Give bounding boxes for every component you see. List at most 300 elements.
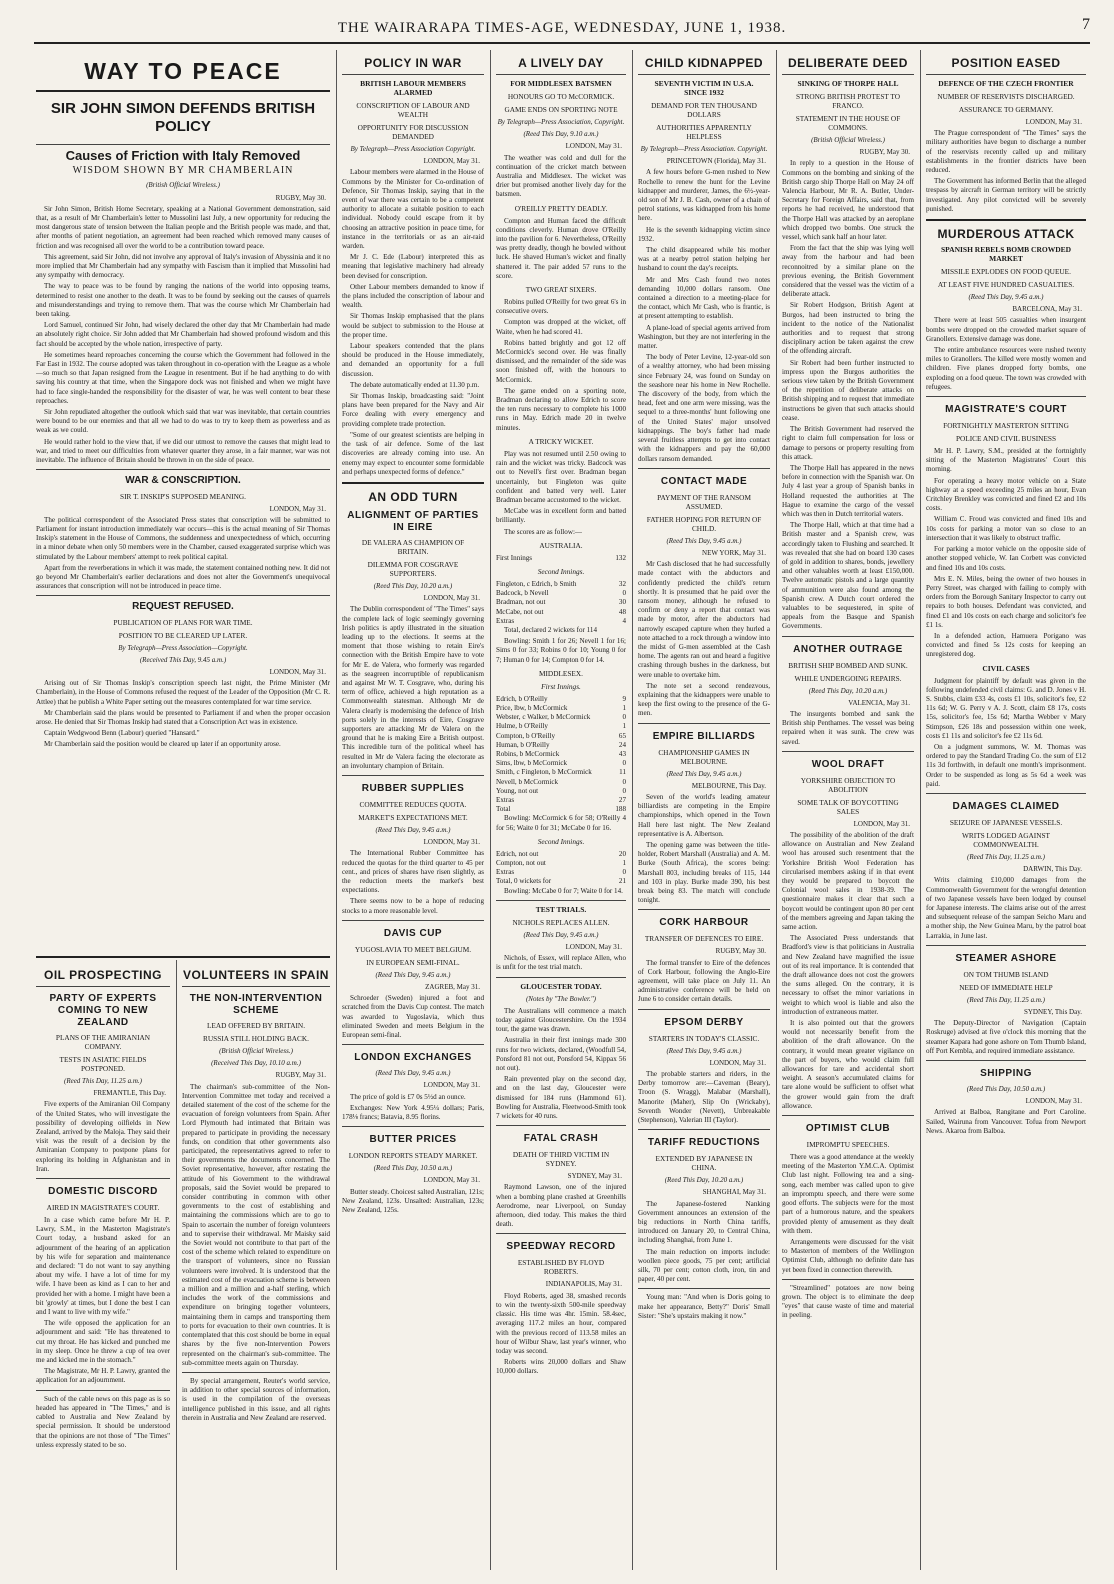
dateline: (Reed This Day, 10.50 a.m.) xyxy=(373,1164,453,1173)
score-row xyxy=(496,768,626,777)
paragraph: The probable starters and riders, in the Derby tomorrow are:—Caveman (Beary), Troon (S. Wragg), Malabar (Marshall), Manorite (Maher), Slip On (Wrickaby), Seventh Wonder (Nevett), Unbreakable (Stephenson), Valerian III (Taylor). xyxy=(638,1070,770,1125)
dateline: (Reed This Day, 9.45 a.m.) xyxy=(375,970,451,979)
paragraph: Writs claiming £10,000 damages from the Commonwealth Government for the wrongful detention of two Japanese vessels have been lodged by counsel for Japanese interests. The claims arise out of the arrest and subsequent release of the sampan Seicho Maru and a mother ship, the New Guinea Maru, by the patrol boat Larrakia, in June last. xyxy=(926,876,1086,940)
runs: 27 xyxy=(618,795,626,804)
batsman: Extras xyxy=(496,616,515,625)
dateline-place: LONDON, May 31. xyxy=(565,142,622,151)
dateline-place: RUGBY, May 30. xyxy=(859,148,910,157)
paragraph: Other Labour members demanded to know if the plans included the conscription of labour and wealth. xyxy=(342,282,484,310)
dateline: (Reed This Day, 11.25 a.m.) xyxy=(63,1077,143,1085)
dateline-place: LONDON, May 31. xyxy=(269,667,326,676)
section-head: SHIPPING xyxy=(980,1068,1032,1080)
dateline: (Reed This Day, 9.45 a.m.) xyxy=(666,769,742,778)
paragraph: The International Rubber Committee has reduced the quotas for the third quarter to 45 per cent., and prices of shares have risen slightly, as the reduction meets the market's best expectations. xyxy=(342,849,484,895)
deck: SEVENTH VICTIM IN U.S.A. SINCE 1932 xyxy=(654,79,754,97)
crosshead: A TRICKY WICKET. xyxy=(528,436,594,446)
runs: 0 xyxy=(622,868,626,877)
deck: AT LEAST FIVE HUNDRED CASUALTIES. xyxy=(937,280,1075,290)
total-label: Total, 0 wickets for xyxy=(496,877,552,886)
dateline-place: LONDON, May 31. xyxy=(423,594,480,603)
dateline: (Received This Day, 10.10 a.m.) xyxy=(211,1059,301,1068)
score-row xyxy=(496,868,626,877)
paragraph: It is also pointed out that the growers would not necessarily benefit from the abolition of the draft allowance. On the contrary, it would mean greater vigilance on the part of buyers, who would claim full allowances for tare and accidental short weight. A season's accumulated claims for tare alone would be sufficient to offset what the grower would gain from the draft allowance. xyxy=(782,1019,914,1110)
paragraph: Sir John repudiated altogether the outlook which said that war was inevitable, that certain countries were bound to be our enemies and that all we had to do was to try to keep them as powerless and as weak as we could. xyxy=(36,408,330,435)
crosshead: CIVIL CASES xyxy=(982,663,1030,673)
batsman: Nevell, b McCormick xyxy=(496,777,559,786)
score-row xyxy=(496,695,626,704)
deck: FATHER HOPING FOR RETURN OF CHILD. xyxy=(646,514,762,533)
editorial-note: Such of the cable news on this page as is so headed has appeared in "The Times," and is cabled to Australia and New Zealand by special permission. It should be understood that the opinions are not those of "The Times" unless expressly stated to be so. xyxy=(36,1394,170,1449)
paragraph: Compton and Human faced the difficult conditions cleverly. Human drove O'Reilly into the pavilion for 6. Nevertheless, O'Reilly was pretty deadly, though he bowled without luck. He shaved Human's wicket and finally shattered it. The pair added 57 runs to the score. xyxy=(496,216,626,280)
subheadline: ALIGNMENT OF PARTIES IN EIRE xyxy=(347,509,479,533)
paragraph: Arrived at Balboa, Rangitane and Port Caroline. Sailed, Wairuna from Vancouver. Tofua from Newport News. Akaroa from Balboa. xyxy=(926,1108,1086,1135)
batsman: Edrich, b O'Reilly xyxy=(496,694,548,703)
paragraph: The Japanese-fostered Nanking Government announces an extension of the big reductions in North China tariffs, introduced on January 20, to Central China, including Shanghai, from June 1. xyxy=(638,1199,770,1245)
filler-paragraph: "Streamlined" potatoes are now being grown. The object is to eliminate the deep "eyes" that cause waste of time and material in peeling. xyxy=(782,1283,914,1320)
dateline-place: LONDON, May 31. xyxy=(269,504,326,513)
paragraph: Mr J. C. Ede (Labour) interpreted this as meaning that legislative machinery had already been devised for conscription. xyxy=(342,253,484,280)
runs: 0 xyxy=(622,713,626,722)
scorecard-middlesex-2 xyxy=(496,850,626,878)
dateline: (Received This Day, 9.45 a.m.) xyxy=(139,655,227,664)
subheadline: SIR JOHN SIMON DEFENDS BRITISH POLICY xyxy=(50,100,316,135)
deck: STRONG BRITISH PROTEST TO FRANCO. xyxy=(796,92,900,110)
runs: 4 xyxy=(622,616,626,625)
section-head: OPTIMIST CLUB xyxy=(805,1123,891,1135)
runs: 9 xyxy=(622,694,626,703)
dateline-place: PRINCETOWN (Florida), May 31. xyxy=(666,157,766,166)
section-head: EMPIRE BILLIARDS xyxy=(652,730,756,742)
deck: NUMBER OF RESERVISTS DISCHARGED. xyxy=(937,92,1075,101)
deck: WHILE UNDERGOING REPAIRS. xyxy=(794,673,902,683)
deck: TESTS IN ASIATIC FIELDS POSTPONED. xyxy=(59,1055,147,1073)
bowling-figures: Bowling: McCabe 0 for 7; Waite 0 for 14. xyxy=(504,886,623,895)
paragraph: Robins pulled O'Reilly for two great 6's in consecutive overs. xyxy=(496,298,626,316)
subheadline: PARTY OF EXPERTS COMING TO NEW ZEALAND xyxy=(49,993,157,1028)
batsman: Smith, c Fingleton, b McCormick xyxy=(496,768,592,777)
deck: NICHOLS REPLACES ALLEN. xyxy=(512,917,610,927)
batsman: McCabe, not out xyxy=(496,607,544,616)
column-3 xyxy=(496,50,626,1570)
column-rule xyxy=(490,50,491,1570)
page-number: 7 xyxy=(1082,16,1090,33)
paragraph: Captain Wedgwood Benn (Labour) queried "Hansard." xyxy=(44,729,200,738)
paragraph: For operating a heavy motor vehicle on a State highway at a speed exceeding 25 miles an hour, Evan Critchley Brenkley was convicted and fined £2 and 10s costs. xyxy=(926,476,1086,513)
paragraph: Exchanges: New York 4.95¼ dollars; Paris, 178⅛ francs; Batavia, 8.95 florins. xyxy=(342,1103,484,1122)
deck: TRANSFER OF DEFENCES TO EIRE. xyxy=(644,934,764,944)
dateline: By Telegraph—Press Association. Copyright. xyxy=(640,145,768,153)
paragraph: The wife opposed the application for an adjournment and said: "He has threatened to cut my throat. He has kicked and punched me in my sleep. Once he threw a cup of tea over me and kicked me in the stomach." xyxy=(36,1319,170,1365)
dateline: (Reed This Day, 9.10 a.m.) xyxy=(523,130,599,139)
score-row xyxy=(496,580,626,589)
dateline-place: SHANGHAI, May 31. xyxy=(702,1188,766,1197)
paragraph: The main reduction on imports include: woollen piece goods, 75 per cent; artificial silk, 70 per cent; cotton cloth, iron, tin and paper, 40 per cent. xyxy=(638,1247,770,1284)
section-head: EPSOM DERBY xyxy=(664,1016,744,1028)
runs: 0 xyxy=(622,759,626,768)
section-head: CORK HARBOUR xyxy=(659,917,749,929)
dateline-place: LONDON, May 31. xyxy=(1025,1097,1082,1106)
section-head: A LIVELY DAY xyxy=(518,56,604,70)
dateline-place: NEW YORK, May 31. xyxy=(702,548,766,557)
paragraph: From the fact that the ship was lying well away from the harbour and had been reconnoitred by a similar plane on the previous evening, the British Government considered that the vessel was the victim of a deliberate attack. xyxy=(782,244,914,299)
batsman: Hulme, b O'Reilly xyxy=(496,722,548,731)
score-total: Total, declared 2 wickets for 114 xyxy=(504,625,598,634)
paragraph: Five experts of the Amiranian Oil Company of the United States, who will investigate the possibility of developing oilfields in New Zealand, arrived by the Maloja. They said their visit was the result of a decision by the Amiranian Company to postpone plans for exploring its holding in Afghanistan and in Iran. xyxy=(36,1100,170,1173)
paragraph: Arrangements were discussed for the visit to Masterton of members of the Wellington Optimist Club, although no definite date has yet been fixed in connection therewith. xyxy=(782,1237,914,1274)
dateline: (British Official Wireless.) xyxy=(146,181,220,190)
paragraph: Mr Chamberlain said the position would be cleared up later if an opportunity arose. xyxy=(44,740,281,749)
filler-joke: Young man: "And when is Doris going to make her appearance, Betty?" Doris' Small Sister: "She's upstairs making it now." xyxy=(638,1293,770,1320)
deck: PUBLICATION OF PLANS FOR WAR TIME. xyxy=(113,617,253,627)
dateline-place: BARCELONA, May 31. xyxy=(1012,305,1082,314)
paragraph: He is the seventh kidnapping victim since 1932. xyxy=(638,225,770,243)
score-row xyxy=(496,554,626,563)
section-head: RUBBER SUPPLIES xyxy=(361,782,465,794)
column-rule xyxy=(776,50,777,1570)
section-head: GLOUCESTER TODAY. xyxy=(520,981,602,991)
paragraph: The Prague correspondent of "The Times" says the military authorities have begun to discharge a number of the reservists recently called up and military establishments in the frontier districts have been reduced. xyxy=(926,129,1086,175)
paragraph: The body of Peter Levine, 12-year-old son of a wealthy attorney, who had been missing since February 24, was found on Sunday on the seashore near his home in New Rochelle. The discovery of the body, from which the head, feet and one arm were missing, was the sequel to a three-months' hunt following one of the United States' major unsolved kidnappings. The boy's father had made several fruitless attempts to get into contact with the kidnappers and pay the 60,000 dollars ransom demanded. xyxy=(638,353,770,463)
paragraph: Sir Thomas Inskip, broadcasting said: "Joint plans have been prepared for the Navy and Air Force dealing with every emergency and providing complete trade protection. xyxy=(342,392,484,428)
dateline-place: LONDON, May 31. xyxy=(423,838,480,847)
deck: EXTENDED BY JAPANESE IN CHINA. xyxy=(655,1154,753,1173)
runs: 30 xyxy=(618,598,626,607)
batsman: Human, b O'Reilly xyxy=(496,740,550,749)
paragraph: The price of gold is £7 0s 5½d an ounce. xyxy=(350,1092,466,1101)
deck: DEFENCE OF THE CZECH FRONTIER xyxy=(938,79,1074,88)
score-row xyxy=(496,750,626,759)
section-head: DAMAGES CLAIMED xyxy=(952,800,1060,812)
deck: DEMAND FOR TEN THOUSAND DOLLARS xyxy=(651,101,757,119)
section-head: WOOL DRAFT xyxy=(811,758,885,770)
dateline-place: INDIANAPOLIS, May 31. xyxy=(545,1280,622,1289)
dateline-place: LONDON, May 31. xyxy=(423,157,480,166)
paragraph: The Thorpe Hall, which at that time had a British master and a Spanish crew, was accordingly taken to Flushing and searched. It was revealed that she had on board 130 cases of gold in addition to shares, bonds, jewellery and other valuables worth at least £150,000. Twelve automatic pistols and a large quantity of ammunition were also found among the Spanish crew. A Dutch court ordered the valuables to be sequestered, in spite of appeals from the Basque and Spanish Governments. xyxy=(782,521,914,631)
deck: AIRED IN MAGISTRATE'S COURT. xyxy=(46,1203,160,1213)
section-head: REQUEST REFUSED. xyxy=(132,601,234,613)
way-to-peace-article xyxy=(36,50,330,950)
dateline: By Telegraph—Press Association Copyright. xyxy=(350,145,476,153)
paragraph: The way to peace was to be found by ranging the nations of the world into opposing teams, determined to resist one another to the death. It was to be found by seeking out the causes of quarrels and misunderstandings and trying to remove them. That was the course which Mr Chamberlain had been taking. xyxy=(36,282,330,319)
section-head: VOLUNTEERS IN SPAIN xyxy=(183,968,329,982)
deck: STATEMENT IN THE HOUSE OF COMMONS. xyxy=(795,114,901,132)
section-head: STEAMER ASHORE xyxy=(955,952,1057,964)
deck: STARTERS IN TODAY'S CLASSIC. xyxy=(648,1033,760,1043)
paragraph: Rain prevented play on the second day, and on the last day, Gloucester were dismissed for 184 runs (Hammond 61). Bowling for Australia, Fleetwood-Smith took 7 wickets for 40 runs. xyxy=(496,1075,626,1121)
dateline: (Reed This Day, 9.45 a.m.) xyxy=(375,1069,451,1078)
column-rule xyxy=(176,960,177,1570)
dateline-place: SYDNEY, May 31. xyxy=(567,1172,622,1181)
dateline-place: LONDON, May 31. xyxy=(853,819,910,828)
paragraph: This agreement, said Sir John, did not involve any approval of Italy's invasion of Abyssinia and it no more implied that Mr Chamberlain had any sympathy with Fascism than it implied that Mussolini had any sympathy with democracy. xyxy=(36,252,330,280)
deck: IMPROMPTU SPEECHES. xyxy=(806,1140,890,1150)
subheadline: THE NON-INTERVENTION SCHEME xyxy=(189,993,323,1016)
paragraph: Sir Robert Hodgson, British Agent at Burgos, had been instructed to bring the incident to the notice of the Nationalist authorities and to request that strong disciplinary action be taken against the crew of the offending aircraft. xyxy=(782,301,914,356)
dateline: (British Official Wireless.) xyxy=(811,136,885,144)
deck: WRITS LODGED AGAINST COMMONWEALTH. xyxy=(962,830,1050,849)
team-name: AUSTRALIA. xyxy=(539,540,583,550)
section-head: LONDON EXCHANGES xyxy=(354,1052,472,1064)
paragraph: The possibility of the abolition of the draft allowance on Australian and New Zealand wool has aroused such resentment that the Yorkshire British Wool Federation has circularised members asking if in that event they would be prepared to boycott the Colonial wool sales in 1938-39. The questionnaire makes it clear that such a boycott would be contingent upon 80 per cent of the members agreeing and Japan taking the same action. xyxy=(782,830,914,932)
dateline-place: FREMANTLE, This Day. xyxy=(93,1089,166,1098)
runs: 0 xyxy=(622,777,626,786)
deck: SINKING OF THORPE HALL xyxy=(797,79,899,88)
score-total xyxy=(496,805,626,814)
runs: 24 xyxy=(618,740,626,749)
dateline-place: LONDON, May 31. xyxy=(1025,118,1082,126)
runs: 1 xyxy=(622,703,626,712)
batsman: Compton, b O'Reilly xyxy=(496,731,556,740)
paragraph: A plane-load of special agents arrived from Washington, but they are not interfering in the matter. xyxy=(638,323,770,351)
paragraph: Robins batted brightly and got 12 off McCormick's second over. He was finally dismissed, and the remainder of the side was soon finished off, with the honours to McCormick. xyxy=(496,338,626,384)
paragraph: Compton was dropped at the wicket, off Waite, when he had scored 41. xyxy=(496,318,626,336)
column-6 xyxy=(926,50,1086,1570)
runs: 1 xyxy=(622,722,626,731)
paragraph: There seems now to be a hope of reducing stocks to a more reasonable level. xyxy=(342,897,484,915)
paragraph: A few hours before G-men rushed to New Rochelle to renew the hunt for the Levine kidnapper and murderer, James, the 6½-year-old son of Mr J. B. Cash, owner of a chain of petrol stations, was kidnapped from his home here. xyxy=(638,168,770,223)
score-total xyxy=(496,877,626,886)
paragraph: Schroeder (Sweden) injured a foot and scratched from the Davis Cup contest. The match was awarded to Yugoslavia, which thus eliminated Sweden and meets Belgium in the European semi-final. xyxy=(342,994,484,1040)
deck: ASSURANCE TO GERMANY. xyxy=(958,105,1054,114)
dateline: (Reed This Day, 10.20 a.m.) xyxy=(664,1176,744,1185)
crosshead: O'REILLY PRETTY DEADLY. xyxy=(514,203,608,213)
score-row xyxy=(496,713,626,722)
paragraph: Sir John Simon, British Home Secretary, speaking at a National Government demonstration, said that, as a result of Mr Chamberlain's letter to Mussolini last July, a new opportunity for reducing the most dangerous state of tension between the Italian people and the British people was made, and that, after months of patient negotiation, an agreement had been reached which removed many causes of friction and was recognised all over the world to be a contribution toward peace. xyxy=(36,204,330,250)
deck: SEIZURE OF JAPANESE VESSELS. xyxy=(949,817,1063,827)
paragraph: The Thorpe Hall has appeared in the news before in connection with the Spanish war. On July 4 last year a group of Spanish banks in Holland requested the authorities at The Hague to examine the cargo of the vessel which was then in Dutch territorial waters. xyxy=(782,463,914,518)
deck: RUSSIA STILL HOLDING BACK. xyxy=(203,1034,309,1043)
batsman: Compton, not out xyxy=(496,859,546,867)
deck: PAYMENT OF THE RANSOM ASSUMED. xyxy=(657,492,751,511)
batsman: Badcock, b Nevell xyxy=(496,589,549,598)
dateline: (Reed This Day, 10.50 a.m.) xyxy=(966,1085,1046,1094)
deck: AUTHORITIES APPARENTLY HELPLESS xyxy=(656,123,752,141)
column-5 xyxy=(782,50,914,1570)
paragraph: In reply to a question in the House of Commons on the bombing and sinking of the British cargo ship Thorpe Hall on May 24 off Valencia Harbour, Mr R. A. Butler, Under-Secretary for Foreign Affairs, said that, from reports he had received, he understood that the Thorpe Hall was attacked by an aeroplane which dropped two bombs. One struck the vessel, which sank half an hour later. xyxy=(782,159,914,242)
editorial-note: By special arrangement, Reuter's world service, in addition to other special sources of information, is used in the compilation of the overseas intelligence published in this issue, and all rights therein in Australia and New Zealand are reserved. xyxy=(182,1376,330,1422)
innings-heading: First Innings. xyxy=(541,681,581,691)
subheadline-2: Causes of Friction with Italy Removed xyxy=(65,148,301,163)
column-rule xyxy=(336,50,337,1570)
column-rule xyxy=(632,50,633,1570)
runs: 20 xyxy=(618,849,626,858)
column-4 xyxy=(638,50,770,1570)
paragraph: Labour members were alarmed in the House of Commons by the Minister for Co-ordination of Defence, Sir Thomas Inskip, saying that in the event of war there was certain to be a competent authority to allocate a suitable position to each individual. Nobody could escape from it by choosing an attractive position in peace time, for instance in the territorials or as an air-raid warden. xyxy=(342,168,484,251)
paragraph: Mr Chamberlain said the plans would be presented to Parliament if and when the proper occasion arose. He denied that Sir Thomas Inskip had stated that a Conscription Act was in existence. xyxy=(36,708,330,726)
subheadline-3: WISDOM SHOWN BY MR CHAMBERLAIN xyxy=(72,165,294,177)
section-head: CHILD KIDNAPPED xyxy=(644,56,764,70)
score-row xyxy=(496,778,626,787)
section-head: AN ODD TURN xyxy=(368,489,458,504)
paragraph: The Associated Press understands that Bradford's view is that politicians in Australia and New Zealand have magnified the issue out of its real importance. It is contended that the draft allowance does not cost the growers the sums alleged. On the contrary, it is necessary to offset the minor variations in weight to which wool is liable and also the introduction of extraneous matter. xyxy=(782,934,914,1016)
deck: HONOURS GO TO McCORMICK. xyxy=(507,92,615,101)
section-head: DAVIS CUP xyxy=(383,927,443,939)
section-head: CONTACT MADE xyxy=(660,475,748,487)
batsman: Young, not out xyxy=(496,786,539,795)
runs: 1 xyxy=(622,859,626,867)
score-row xyxy=(496,850,626,859)
runs: 43 xyxy=(618,749,626,758)
dateline: (Reed This Day, 10.20 a.m.) xyxy=(373,581,453,590)
deck: POSITION TO BE CLEARED UP LATER. xyxy=(118,630,248,640)
paragraph: Mr and Mrs Cash found two notes demanding 10,000 dollars ransom. One contained a direction to a meeting-place for the contact, which Mr Cash, who is frantic, is at present attempting to establish. xyxy=(638,275,770,321)
masthead xyxy=(34,14,1090,44)
paragraph: Seven of the world's leading amateur billiardists are competing in the Empire championships, which opened in the Town Hall here last night. The New Zealand representative is A. Albertson. xyxy=(638,792,770,838)
dateline-place: LONDON, May 31. xyxy=(565,943,622,952)
innings-heading: Second Innings. xyxy=(537,836,585,846)
section-head: POLICY IN WAR xyxy=(364,56,462,70)
deck: BRITISH SHIP BOMBED AND SUNK. xyxy=(788,660,908,670)
paragraph: Mrs E. N. Miles, being the owner of two houses in Perry Street, was charged with failing to comply with orders from the Borough Sanitary Inspector to carry out repairs to both houses. Defendant was convicted, and fined £1 and 10s costs on each charge and solicitor's fee £1 1s. xyxy=(926,574,1086,629)
score-row xyxy=(496,859,626,868)
score-row xyxy=(496,617,626,626)
bowling-figures: Bowling: Smith 1 for 26; Nevell 1 for 16; Sims 0 for 33; Robins 0 for 10; Young 0 for 7; Human 0 for 14; Compton 0 for 14. xyxy=(496,637,626,664)
dateline-place: LONDON, May 31. xyxy=(423,1081,480,1090)
deck: DE VALERA AS CHAMPION OF BRITAIN. xyxy=(361,537,465,556)
paragraph: There were at least 505 casualties when insurgent bombs were dropped on the crowded market square of Granollers. Extensive damage was done. xyxy=(926,316,1086,343)
team-name: MIDDLESEX. xyxy=(539,668,583,678)
total-score: 188 xyxy=(615,805,626,814)
runs: 48 xyxy=(618,607,626,616)
dateline-place: LONDON, May 31. xyxy=(423,1176,480,1185)
paragraph: For parking a motor vehicle on the opposite side of another stopped vehicle, W. Ian Corbett was convicted and fined 10s and 10s costs. xyxy=(926,545,1086,572)
dateline-place: DARWIN, This Day. xyxy=(1023,865,1082,874)
dateline-place: VALENCIA, May 31. xyxy=(848,698,910,707)
oil-prospecting-article xyxy=(36,962,170,1568)
dateline: (Reed This Day, 10.20 a.m.) xyxy=(808,686,888,695)
paragraph: Floyd Roberts, aged 38, smashed records to win the twenty-sixth 500-mile speedway classic. His time was 4hr. 15min. 58.4sec, averaging 117.2 miles an hour, compared with the previous record of 113.58 miles an hour of Wilbur Shaw, last year's winner, who today was second. xyxy=(496,1291,626,1355)
paragraph: "Some of our greatest scientists are helping in the task of air defence. Some of the last discoveries are already coming into use. An enemy may expect to encounter some formidable and perhaps unexpected forms of defence." xyxy=(342,430,484,476)
paragraph: Butter steady. Choicest salted Australian, 121s; New Zealand, 123s. Unsalted: Australian, 123s; New Zealand, 125s. xyxy=(342,1187,484,1215)
paragraph: The opening game was between the title-holder, Robert Marshall (Australia) and A. M. Burke (South Africa), the scores being: Marshall 803, including breaks of 115, 144 and 103 in play. Burke made 390, his best break being 83. The match will conclude tonight. xyxy=(638,840,770,905)
dateline: (British Official Wireless.) xyxy=(219,1047,293,1055)
paragraph: The chairman's sub-committee of the Non-Intervention Committee met today and received a detailed statement of the cost of the scheme for the evacuation of foreign volunteers from Spain. After Lord Plymouth had intimated that Britain was prepared to participate in providing the necessary funds, on condition that other governments also participated, the representatives agreed to refer to their governments the documents concerned. The Soviet representative, however, after restating the attitude of his Government to the withdrawal proposals, said the Soviet would be prepared to consider contributing in common with other governments to the cost of establishing and maintaining the commissions which are to go to Spain to ascertain the number of foreign volunteers and to supervise their withdrawal. Mr Maisky said the Soviet would not contribute to that part of the cost of the scheme which related to expenditure on the transport of volunteers, since no Russian volunteers were involved. It is understood that the estimated cost of the evacuation scheme is between a million and a million and a-half sterling, which includes the work of the commissions and expenditure on bringing together volunteers, maintaining them in camps and transporting them to ports for evacuation to their own countries. It is contemplated that this cost should be borne in equal shares by the five non-Intervention Powers represented on the chairman's sub-committee. The sub-committee meets again on Thursday. xyxy=(182,1082,330,1367)
deck: LONDON REPORTS STEADY MARKET. xyxy=(348,1151,478,1161)
score-row xyxy=(496,704,626,713)
dateline: (Reed This Day, 9.45 a.m.) xyxy=(968,293,1044,302)
paragraph: Arising out of Sir Thomas Inskip's conscription speech last night, the Prime Minister (Mr Chamberlain), in the House of Commons refused the request of the Leader of the Opposition (Mr C. R. Attlee) that he publish a White Paper setting out the measures contemplated for war time service. xyxy=(36,679,330,706)
dateline: (Reed This Day, 9.45 a.m.) xyxy=(666,536,742,545)
section-head: DELIBERATE DEED xyxy=(788,56,908,70)
dateline-place: LONDON, May 31. xyxy=(709,1058,766,1067)
batsman: Extras xyxy=(496,795,515,804)
paragraph: Mr Cash disclosed that he had successfully made contact with the abductors and confidently predicted the child's return shortly. It is presumed that he paid over the ransom money, although he refused to confirm or deny a report that contact was made by motor, after the abductors had narrowly escaped capture when they hurled a note attached to a rock through a window into the midst of G-men assembled at the Cash home. The agents ran out and heard a fugitive crashing through bushes in the darkness, but were unable to overtake him. xyxy=(638,560,770,679)
paragraph: The insurgents bombed and sank the British ship Penthames. The vessel was being repaired when it was sunk. The crew was saved. xyxy=(782,709,914,746)
total-score: 21 xyxy=(618,877,626,886)
paragraph: Apart from the reverberations in which it was made, the statement contained nothing new. It did not go beyond Mr Chamberlain's earlier declarations and does not alter the Government's unequivocal assurances that conscription will not be introduced in peace time. xyxy=(36,563,330,591)
section-head: DOMESTIC DISCORD xyxy=(48,1186,158,1198)
score-row xyxy=(496,787,626,796)
paragraph: The scores are as follow:— xyxy=(504,527,583,536)
score-row xyxy=(496,796,626,805)
paragraph: Lord Samuel, continued Sir John, had wisely declared the other day that Mr Chamberlain had made an absolutely right choice. Sir John added that Mr Chamberlain had showed profound wisdom and this fact should be accepted by the whole nation, irrespective of party. xyxy=(36,321,330,348)
dateline: (Reed This Day, 11.25 a.m.) xyxy=(966,852,1046,861)
deck: PLANS OF THE AMIRANIAN COMPANY. xyxy=(55,1033,151,1051)
section-head: SPEEDWAY RECORD xyxy=(506,1241,616,1253)
deck: ESTABLISHED BY FLOYD ROBERTS. xyxy=(517,1258,605,1277)
score-row xyxy=(496,732,626,741)
deck: DILEMMA FOR COSGRAVE SUPPORTERS. xyxy=(367,559,459,578)
paragraph: Sir Robert had been further instructed to impress upon the Burgos authorities the serious view taken by the British Government of the repetition of deliberate attacks on British shipping and to request that immediate instructions be given that such attacks should cease. xyxy=(782,358,914,422)
paragraph: Labour speakers contended that the plans should be produced in the House immediately, and demanded an opportunity for a full discussion. xyxy=(342,342,484,378)
batsman: Edrich, not out xyxy=(496,849,539,858)
paragraph: The note set a second rendezvous, explaining that the kidnappers were unable to keep the first owing to the presence of the G-men. xyxy=(638,681,770,718)
section-head: BUTTER PRICES xyxy=(369,1134,457,1146)
batsman: Webster, c Walker, b McCormick xyxy=(496,713,591,722)
paragraph: In a defended action, Hamuera Porigano was convicted and fined 5s 12s costs for keeping an unregistered dog. xyxy=(926,631,1086,659)
section-head: OIL PROSPECTING xyxy=(44,968,162,982)
paragraph: Judgment for plaintiff by default was given in the following undefended civil claims: G. and D. Jones v H. S. Stubbs, claim £33 4s, costs £1 10s, solicitor's fee, £2 11s 6d; W. G. Perry v A. J. Scott, claim £8 17s, costs 15s, solicitor's fee, 15s 6d; Martha Webber v Mary Stimpson, £26 18s and possession within one week, costs £1 11s and solicitor's fee £2 11s 6d. xyxy=(926,676,1086,740)
paragraph: The game ended on a sporting note, Bradman declaring to allow Edrich to score the ten runs necessary to complete his 1000 runs in May. Edrich made 20 in twelve minutes. xyxy=(496,386,626,432)
volunteers-in-spain-article xyxy=(182,962,330,1568)
dateline-place: SYDNEY, This Day. xyxy=(1023,1008,1082,1016)
paragraph: The Deputy-Director of Navigation (Captain Roskruge) advised at five o'clock this morning that the steamer Kapara had gone ashore on Tom Thumb Island, off Port Kembla, and required immediate assistance. xyxy=(926,1019,1086,1055)
section-head: WAR & CONSCRIPTION. xyxy=(125,475,241,487)
dateline: By Telegraph—Press Association, Copyright. xyxy=(497,118,625,126)
batsman: Extras xyxy=(496,868,515,877)
section-head: TARIFF REDUCTIONS xyxy=(647,1137,761,1149)
deck: GAME ENDS ON SPORTING NOTE xyxy=(504,105,618,114)
deck: YUGOSLAVIA TO MEET BELGIUM. xyxy=(354,944,472,954)
dateline-place: MELBOURNE, This Day. xyxy=(691,781,766,790)
score-row xyxy=(496,722,626,731)
section-divider xyxy=(36,956,330,958)
dateline-place: RUGBY, May 30. xyxy=(715,947,766,956)
paragraph: The Dublin correspondent of "The Times" says the complete lack of logic seemingly governing Irish politics is aptly illustrated in the situation leading up to the elections. It seems at the moment that those wishing to retain Eire's connection with the British Empire have to vote for Mr E. de Valera, who formerly was regarded as the seagreen incorruptible of republicanism and against Mr W. T. Cosgrave, who, during his term of office, achieved a high reputation as a Commonwealth statesman. Although Mr de Valera clearly is modernising the defence of Irish ports solely in the interests of Eire, Cosgrave supporters are attacking Mr de Valera on the ground that he is making Eire a British outpost. This incredible turn of the political wheel has resulted in Mr de Valera facing the electorate as an involuntary champion of Britain. xyxy=(342,605,484,770)
score-row xyxy=(496,741,626,750)
deck: ON TOM THUMB ISLAND xyxy=(963,969,1049,979)
deck: CHAMPIONSHIP GAMES IN MELBOURNE. xyxy=(658,747,750,766)
paragraph: He sometimes heard reproaches concerning the course which the Government had followed in the Far East in 1932. The course adopted was taken throughout in co-operation with the League as a whole—so much so that Japan resigned from the League in resentment. But if he had anything to do with saving his country at that time, when the Singapore dock was not finished and when we might have had to face single-handed the responsibility for the disaster of war, he was well content to bear these reproaches. xyxy=(36,350,330,405)
runs: 11 xyxy=(619,768,626,777)
paragraph: Mr H. P. Lawry, S.M., presided at the fortnightly sitting of the Masterton Magistrates' Court this morning. xyxy=(926,447,1086,474)
dateline-place: ZAGREB, May 31. xyxy=(425,983,480,991)
paragraph: The British Government had reserved the right to claim full compensation for loss or damage to persons or property resulting from this attack. xyxy=(782,425,914,461)
runs: 0 xyxy=(622,589,626,598)
paragraph: On a judgment summons, W. M. Thomas was ordered to pay the Standard Trading Co. the sum of £12 11s 3d forthwith, in default one month's imprisonment. Order to be suspended as long as 5s 6d a week was paid. xyxy=(926,742,1086,788)
score-row xyxy=(496,608,626,617)
crosshead: TWO GREAT SIXERS. xyxy=(525,285,597,295)
paragraph: The political correspondent of the Associated Press states that conscription will be submitted to Parliament for instant introduction immediately war occurs—this is the actual meaning of Sir Thomas Inskip's statement in the House of Commons, the suddenness and unexpectedness of which, occurring in a minor debate when only 50 members were in the Chamber, caused exaggerated surprise which was stimulated by the Labour members' attempt to reek political capital. xyxy=(36,515,330,561)
paragraph: The debate automatically ended at 11.30 p.m. xyxy=(350,380,480,389)
dateline: (Reed This Day, 11.25 a.m.) xyxy=(966,995,1046,1004)
section-head: FATAL CRASH xyxy=(523,1133,599,1145)
batsman: Bradman, not out xyxy=(496,598,546,607)
paragraph: The child disappeared while his mother was at a nearby petrol station helping her husband to count the day's receipts. xyxy=(638,246,770,273)
batsman: Sims, lbw, b McCormick xyxy=(496,759,568,768)
deck: LEAD OFFERED BY BRITAIN. xyxy=(206,1021,306,1030)
column-rule xyxy=(920,50,921,1570)
deck: DEATH OF THIRD VICTIM IN SYDNEY. xyxy=(512,1150,610,1169)
runs: 0 xyxy=(622,786,626,795)
bowling-figures: Bowling: McCormick 6 for 58; O'Reilly 4 for 56; Waite 0 for 31; McCabe 0 for 16. xyxy=(496,814,626,832)
paragraph: Sir Thomas Inskip emphasised that the plans would be subject to submission to the House at the proper time. xyxy=(342,312,484,339)
batsman: Robins, b McCormick xyxy=(496,749,560,758)
deck: COMMITTEE REDUCES QUOTA. xyxy=(359,799,467,809)
paragraph: The Magistrate, Mr H. P. Lawry, granted the application for an adjournment. xyxy=(36,1367,170,1385)
deck: NEED OF IMMEDIATE HELP xyxy=(959,982,1053,992)
paragraph: Play was not resumed until 2.50 owing to rain and the wicket was tricky. Badcock was out to Nevell's first over. Bradman began uncertainly, but Fingleton was quite confident and batted very well. Later Bradman became accustomed to the wicket. xyxy=(496,449,626,504)
paragraph: There was a good attendance at the weekly meeting of the Masterton Y.M.C.A. Optimist Club last night. Following tea and a sing-song, each member was called upon to give an impromptu speech, and there were some good efforts. The subjects were for the most part of a humorous nature, and the speakers provided plenty of amusement as they dealt with them. xyxy=(782,1153,914,1235)
section-head: ANOTHER OUTRAGE xyxy=(793,643,903,655)
dateline-place: RUGBY, May 30. xyxy=(275,193,326,202)
paragraph: He would rather hold to the view that, if we did our utmost to remove the causes that might lead to war, and tried to meet our difficulties from whatever quarter they arose, in a fair manner, war was not inevitable. The influence of Britain should be thrown in on the side of peace. xyxy=(36,437,330,465)
section-head: TEST TRIALS. xyxy=(535,904,587,914)
column-2 xyxy=(342,50,484,1570)
dateline: By Telegraph—Press Association—Copyright. xyxy=(118,643,248,652)
section-head: POSITION EASED xyxy=(951,56,1061,70)
runs: 32 xyxy=(618,579,626,588)
